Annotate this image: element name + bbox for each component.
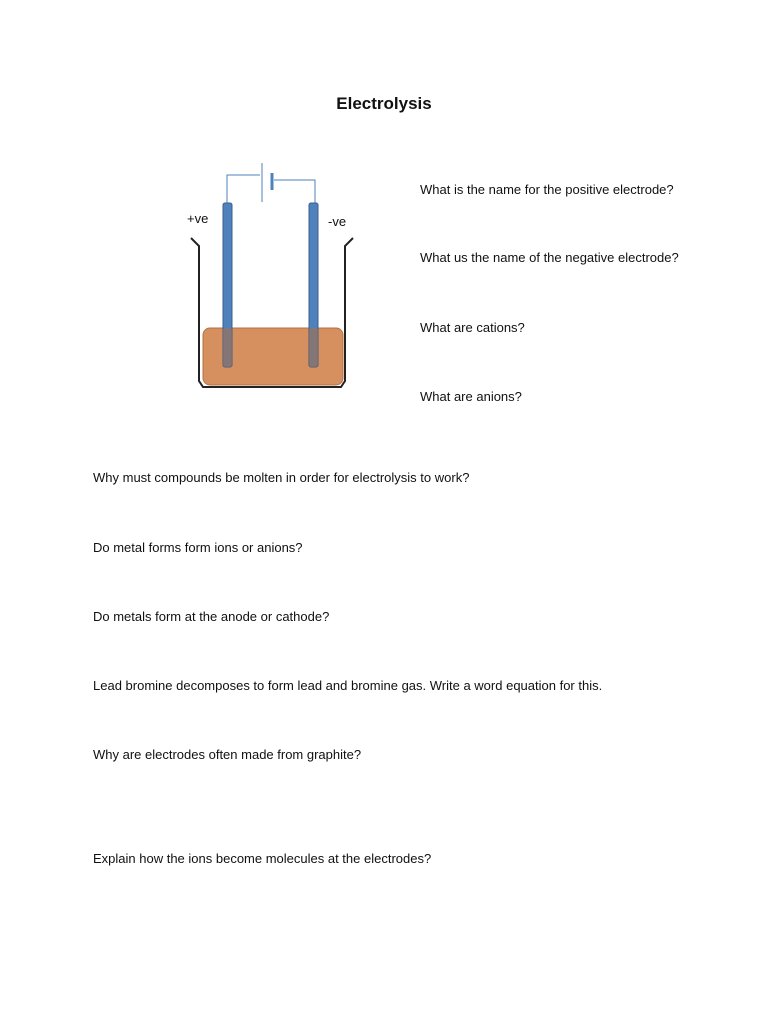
side-question-2: What us the name of the negative electrode?	[420, 250, 679, 265]
anode-immersed	[223, 328, 232, 367]
positive-electrode-label: +ve	[187, 211, 209, 226]
wire-right	[274, 180, 315, 205]
negative-electrode-label: -ve	[328, 214, 347, 229]
page-title: Electrolysis	[336, 94, 432, 113]
question-6: Explain how the ions become molecules at the electrodes?	[93, 851, 432, 866]
electrolysis-diagram	[180, 158, 380, 398]
side-question-3: What are cations?	[420, 320, 525, 335]
wire-left	[227, 175, 260, 205]
question-3: Do metals form at the anode or cathode?	[93, 609, 330, 624]
side-question-1: What is the name for the positive electrode?	[420, 182, 674, 197]
question-4: Lead bromine decomposes to form lead and bromine gas. Write a word equation for this.	[93, 678, 603, 693]
question-5: Why are electrodes often made from graphite?	[93, 747, 362, 762]
question-2: Do metal forms form ions or anions?	[93, 540, 303, 555]
question-1: Why must compounds be molten in order for electrolysis to work?	[93, 470, 470, 485]
side-question-4: What are anions?	[420, 389, 522, 404]
cathode-immersed	[309, 328, 318, 367]
